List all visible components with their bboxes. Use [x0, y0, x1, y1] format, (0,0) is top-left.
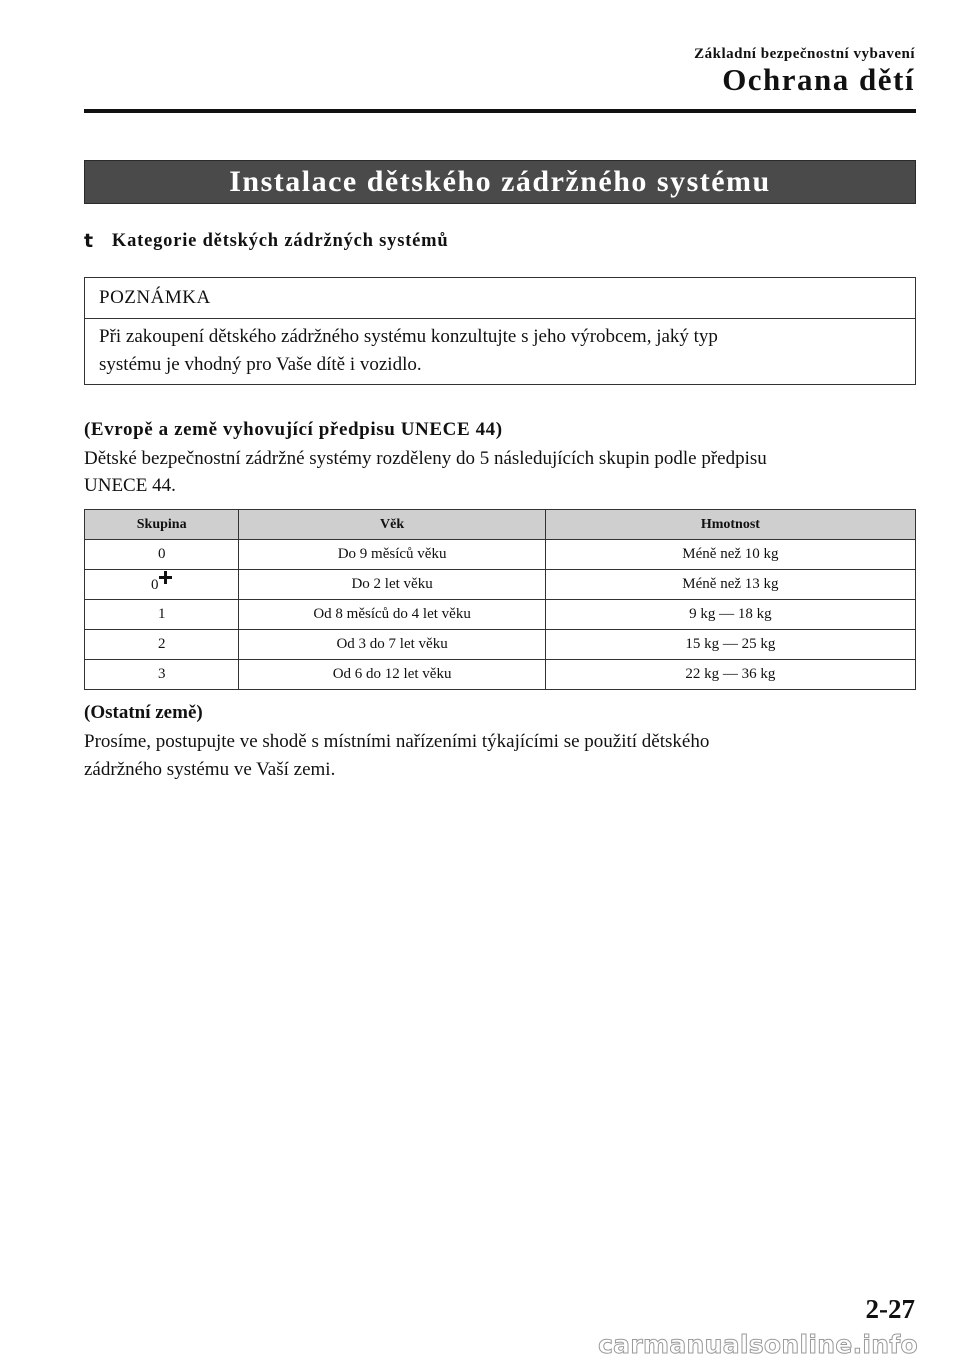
plus-icon	[159, 571, 172, 584]
table-row	[85, 540, 916, 570]
region-heading-other: (Ostatní země)	[84, 702, 203, 723]
cell-group: 1	[85, 600, 239, 630]
cell-group-value: 0	[150, 576, 159, 593]
cell-age: Do 9 měsíců věku	[239, 540, 545, 570]
paragraph-line: Prosíme, postupujte ve shodě s místními nařízeními týkajícími se použití dětského	[84, 731, 710, 752]
cell-weight: 15 kg — 25 kg	[545, 630, 915, 660]
header-divider	[84, 109, 916, 113]
region-text-other	[84, 728, 914, 784]
note-box	[84, 277, 916, 385]
column-header-age: Věk	[239, 510, 545, 540]
chapter-banner-text: Instalace dětského zádržného systému	[229, 165, 771, 198]
note-line: systému je vhodný pro Vaše dítě i vozidlo.	[99, 354, 422, 375]
watermark-text: carmanualsonline.info	[598, 1330, 918, 1359]
bullet-icon: t	[84, 230, 94, 252]
note-line: Při zakoupení dětského zádržného systému konzultujte s jeho výrobcem, jaký typ	[99, 326, 718, 347]
paragraph-line: UNECE 44.	[84, 475, 176, 496]
subheading	[84, 230, 448, 252]
page-number: 2-27	[865, 1294, 915, 1324]
note-title: POZNÁMKA	[85, 278, 915, 319]
cell-weight: Méně než 10 kg	[545, 540, 915, 570]
note-body	[85, 319, 915, 379]
table-row	[85, 660, 916, 690]
cell-group: 2	[85, 630, 239, 660]
cell-age: Do 2 let věku	[239, 570, 545, 600]
table-row	[85, 600, 916, 630]
paragraph-line: Dětské bezpečnostní zádržné systémy rozděleny do 5 následujících skupin podle předpisu	[84, 448, 767, 469]
table-row	[85, 570, 916, 600]
table-row	[85, 630, 916, 660]
subheading-text: Kategorie dětských zádržných systémů	[111, 230, 449, 251]
column-header-weight: Hmotnost	[545, 510, 915, 540]
cell-age: Od 6 do 12 let věku	[239, 660, 545, 690]
column-header-group: Skupina	[85, 510, 239, 540]
cell-weight: 22 kg — 36 kg	[545, 660, 915, 690]
cell-weight: Méně než 13 kg	[545, 570, 915, 600]
cell-weight: 9 kg — 18 kg	[545, 600, 915, 630]
cell-group	[85, 570, 239, 600]
child-restraint-groups-table	[84, 509, 916, 690]
region-heading-europe: (Evropě a země vyhovující předpisu UNECE 44)	[84, 419, 503, 440]
cell-group: 0	[85, 540, 239, 570]
cell-age: Od 3 do 7 let věku	[239, 630, 545, 660]
cell-age: Od 8 měsíců do 4 let věku	[239, 600, 545, 630]
paragraph-line: zádržného systému ve Vaší zemi.	[84, 759, 336, 780]
section-label: Základní bezpečnostní vybavení	[694, 46, 915, 62]
page-title: Ochrana dětí	[722, 62, 915, 97]
region-text-europe	[84, 445, 914, 499]
cell-group: 3	[85, 660, 239, 690]
table-header-row	[85, 510, 916, 540]
chapter-banner	[84, 160, 916, 204]
